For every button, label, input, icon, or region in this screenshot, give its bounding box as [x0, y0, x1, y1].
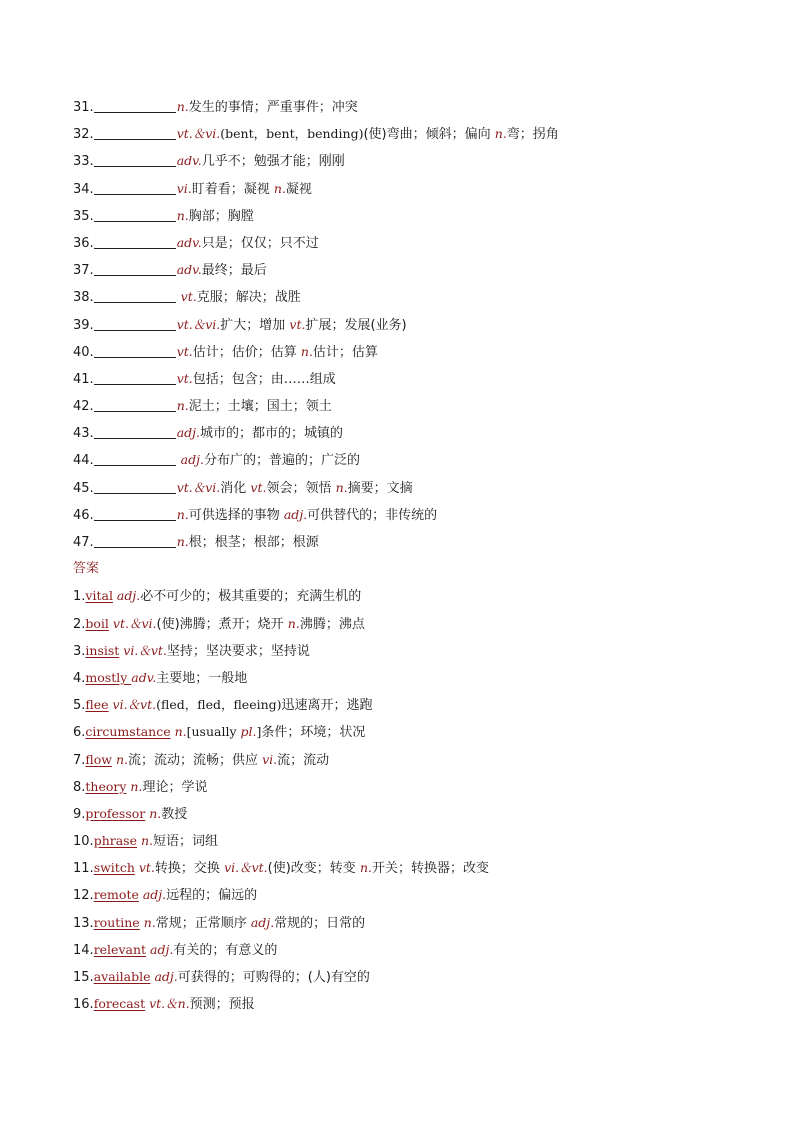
part-of-speech: vt. [176, 289, 197, 305]
definition-text: 几乎不；勉强才能；刚刚 [201, 154, 345, 170]
answer-blank[interactable] [94, 477, 176, 494]
part-of-speech: n. [300, 343, 313, 359]
answer-item [73, 854, 763, 881]
answer-item [73, 718, 763, 745]
part-of-speech: vt.＆vi. [108, 615, 157, 631]
answer-blank[interactable] [94, 341, 176, 358]
question-item [73, 365, 763, 392]
question-list [73, 93, 763, 555]
item-number: 9. [73, 806, 86, 822]
question-item [73, 229, 763, 256]
definition-text: 最终；最后 [201, 263, 267, 279]
answer-word: switch [93, 860, 135, 876]
part-of-speech: adv. [176, 234, 202, 250]
question-item [73, 446, 763, 473]
part-of-speech: vt.＆vi. [176, 126, 221, 142]
answer-word: circumstance [85, 724, 171, 740]
definition-text: 可供选择的事物 [188, 507, 284, 523]
part-of-speech: vi.＆vt. [224, 860, 268, 876]
item-number: 12. [73, 888, 94, 904]
definition-text: 摘要；文摘 [347, 480, 413, 496]
part-of-speech: adj. [250, 914, 275, 930]
answer-blank[interactable] [94, 96, 176, 113]
item-number: 47. [73, 535, 94, 550]
answer-blank[interactable] [94, 232, 176, 249]
item-number: 36. [73, 235, 94, 251]
part-of-speech: n. [136, 833, 153, 849]
item-number: 32. [73, 127, 94, 143]
part-of-speech: n. [170, 724, 187, 740]
definition-text: 短语；词组 [152, 834, 218, 850]
part-of-speech: vi.＆vt. [119, 642, 167, 658]
definition-text: 流；流动；流畅；供应 [127, 752, 263, 768]
part-of-speech: adj. [176, 425, 200, 441]
definition-text: 可供替代的；非传统的 [307, 507, 438, 523]
definition-text: 估计；估算 [312, 344, 378, 360]
part-of-speech: vt. [289, 316, 306, 332]
question-item [73, 474, 763, 501]
answer-word: insist [85, 642, 120, 658]
definition-text: 克服；解决；战胜 [196, 290, 301, 306]
answer-item [73, 936, 763, 963]
question-item [73, 93, 763, 120]
answer-blank[interactable] [94, 395, 176, 412]
part-of-speech: adj. [146, 941, 174, 957]
definition-text: 估计；估价；估算 [192, 344, 301, 360]
definition-text: 条件；环境；状况 [261, 725, 366, 741]
definition-text: 胸部；胸膛 [188, 208, 254, 224]
item-number: 2. [73, 616, 86, 632]
item-number: 31. [73, 100, 94, 115]
item-number: 46. [73, 507, 94, 523]
item-number: 44. [73, 453, 94, 469]
definition-text: 凝视 [285, 181, 312, 197]
part-of-speech: vt.＆n. [145, 996, 190, 1012]
definition-text: 转换；交换 [154, 861, 225, 877]
definition-text: ] [256, 724, 262, 740]
answer-word: forecast [93, 996, 146, 1012]
part-of-speech: vt. [134, 860, 155, 876]
part-of-speech: n. [176, 99, 189, 114]
answer-word: remote [93, 887, 139, 903]
part-of-speech: vi.＆vt. [108, 697, 157, 713]
answer-word: flow [85, 751, 112, 767]
answer-item [73, 610, 763, 637]
part-of-speech: vt. [176, 343, 193, 359]
part-of-speech: n. [126, 778, 143, 794]
item-number: 43. [73, 426, 94, 442]
definition-text: 常规的；日常的 [274, 915, 366, 931]
answer-item [73, 582, 763, 609]
question-item [73, 120, 763, 147]
definition-text: 迅速离开；逃跑 [281, 698, 373, 714]
answer-word: available [93, 969, 151, 984]
answer-item [73, 800, 763, 827]
answer-word: relevant [93, 941, 147, 957]
question-item [73, 256, 763, 283]
item-number: 33. [73, 154, 94, 170]
item-number: 5. [73, 698, 86, 714]
definition-text: 扩大；增加 [220, 317, 290, 333]
definition-text: (使)改变；转变 [267, 861, 360, 877]
item-number: 15. [73, 970, 94, 985]
definition-text: 主要地；一般地 [156, 670, 248, 686]
answer-item [73, 746, 763, 773]
item-number: 6. [73, 725, 86, 741]
item-number: 1. [73, 589, 86, 605]
answer-item [73, 881, 763, 908]
item-number: 16. [73, 997, 94, 1013]
question-item [73, 338, 763, 365]
item-number: 10. [73, 834, 94, 850]
vocabulary-page [73, 93, 763, 1017]
answer-blank[interactable] [94, 449, 176, 466]
definition-text: 分布广的；普遍的；广泛的 [203, 453, 360, 469]
item-number: 35. [73, 208, 94, 224]
part-of-speech: adv. [131, 669, 157, 685]
part-of-speech: adj. [138, 887, 167, 903]
definition-text: 常规；正常顺序 [155, 915, 251, 931]
item-number: 39. [73, 317, 94, 333]
definition-text: (bent，bent，bending) [220, 126, 364, 142]
answer-item [73, 637, 763, 664]
definition-text: 远程的；偏远的 [166, 888, 258, 904]
definition-text: [usually [186, 724, 241, 740]
part-of-speech: n. [359, 860, 372, 876]
answer-blank[interactable] [94, 504, 176, 521]
part-of-speech: n. [273, 180, 286, 196]
definition-text: 有关的；有意义的 [173, 942, 278, 958]
question-item [73, 147, 763, 174]
answers-heading: 答案 [73, 561, 100, 577]
answer-word: mostly [85, 669, 132, 685]
part-of-speech: vi. [262, 751, 278, 767]
answer-blank[interactable] [94, 368, 176, 385]
answer-blank[interactable] [94, 205, 176, 222]
answer-word: professor [85, 805, 146, 821]
answer-blank[interactable] [94, 178, 176, 195]
definition-text: 发生的事情；严重事件；冲突 [188, 100, 358, 115]
answer-blank[interactable] [94, 314, 176, 331]
item-number: 14. [73, 942, 94, 958]
answer-item [73, 990, 763, 1017]
definition-text: (使)沸腾；煮开；烧开 [156, 616, 288, 632]
item-number: 4. [73, 670, 86, 686]
answer-blank[interactable] [94, 286, 176, 303]
item-number: 41. [73, 371, 94, 387]
answer-item [73, 691, 763, 718]
definition-text: 教授 [161, 806, 188, 822]
part-of-speech: n. [176, 506, 189, 522]
definition-text: 消化 [220, 480, 251, 496]
answer-item [73, 963, 763, 990]
part-of-speech: adv. [176, 262, 202, 278]
part-of-speech: adj. [112, 588, 141, 604]
answer-word: vital [85, 588, 113, 604]
definition-text: 必不可少的；极其重要的；充满生机的 [140, 589, 362, 605]
part-of-speech: n. [145, 805, 162, 821]
answer-word: theory [85, 778, 127, 794]
definition-text: 城市的；都市的；城镇的 [200, 426, 344, 442]
answer-item [73, 909, 763, 936]
answer-item [73, 773, 763, 800]
part-of-speech: vt. [176, 370, 193, 386]
question-item [73, 528, 763, 555]
part-of-speech: n. [494, 126, 507, 142]
part-of-speech: n. [287, 615, 300, 631]
definition-text: 理论；学说 [142, 779, 208, 795]
answer-word: routine [93, 914, 140, 930]
part-of-speech: n. [335, 479, 348, 495]
question-item [73, 175, 763, 202]
item-number: 13. [73, 915, 94, 931]
definition-text: (使)弯曲；倾斜；偏向 [363, 127, 495, 143]
item-number: 40. [73, 344, 94, 360]
definition-text: 预测；预报 [189, 997, 255, 1013]
answer-blank[interactable] [94, 531, 176, 548]
part-of-speech: n. [139, 914, 156, 930]
part-of-speech: adj. [176, 452, 204, 468]
answer-blank[interactable] [94, 150, 176, 167]
definition-text: 开关；转换器；改变 [371, 861, 489, 877]
part-of-speech: vt.＆vi. [176, 316, 221, 332]
answer-blank[interactable] [94, 123, 176, 140]
definition-text: 包括；包含；由……组成 [192, 371, 336, 387]
item-number: 3. [73, 643, 86, 659]
answer-blank[interactable] [94, 259, 176, 276]
part-of-speech: n. [176, 207, 189, 223]
definition-text: 泥土；土壤；国土；领土 [188, 399, 332, 415]
definition-text: 流；流动 [277, 752, 330, 768]
part-of-speech: vi. [176, 180, 192, 196]
item-number: 38. [73, 290, 94, 306]
part-of-speech: n. [176, 534, 189, 549]
definition-text: 只是；仅仅；只不过 [201, 235, 319, 251]
question-item [73, 311, 763, 338]
question-item [73, 202, 763, 229]
item-number: 8. [73, 779, 86, 795]
definition-text: 领会；领悟 [266, 480, 336, 496]
answer-word: boil [85, 615, 109, 631]
answer-word: flee [85, 697, 109, 713]
answer-item [73, 827, 763, 854]
item-number: 34. [73, 181, 94, 197]
question-item [73, 392, 763, 419]
part-of-speech: vt. [250, 479, 267, 495]
definition-text: (fled，fled，fleeing) [156, 697, 282, 713]
definition-text: 盯着看；凝视 [191, 181, 274, 197]
definition-text: 弯；拐角 [506, 127, 559, 143]
definition-text: 沸腾；沸点 [299, 616, 365, 632]
item-number: 42. [73, 399, 94, 415]
part-of-speech: adv. [176, 153, 202, 169]
item-number: 7. [73, 752, 86, 768]
question-item [73, 419, 763, 446]
definition-text: 根；根茎；根部；根源 [188, 535, 319, 550]
definition-text: 扩展；发展(业务) [305, 317, 407, 333]
part-of-speech: adj. [283, 506, 308, 522]
answer-word: phrase [93, 833, 137, 849]
definition-text: 可获得的；可购得的；(人)有空的 [177, 970, 370, 985]
part-of-speech: pl. [240, 724, 257, 740]
question-item [73, 283, 763, 310]
definition-text: 坚持；坚决要求；坚持说 [166, 643, 310, 659]
answer-list [73, 582, 763, 1017]
answer-blank[interactable] [94, 422, 176, 439]
item-number: 11. [73, 861, 94, 877]
part-of-speech: n. [111, 751, 128, 767]
answer-item [73, 664, 763, 691]
part-of-speech: vt.＆vi. [176, 479, 221, 495]
question-item [73, 501, 763, 528]
item-number: 45. [73, 480, 94, 496]
part-of-speech: adj. [150, 969, 178, 984]
item-number: 37. [73, 263, 94, 279]
part-of-speech: n. [176, 398, 189, 414]
